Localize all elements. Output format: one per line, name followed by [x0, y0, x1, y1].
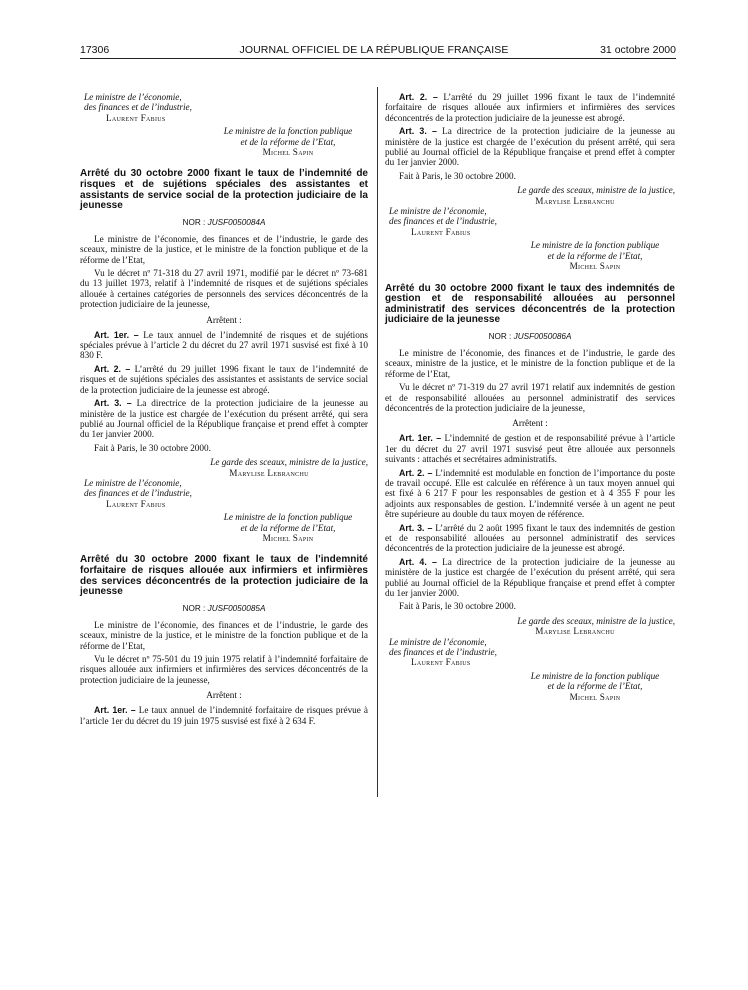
- signature-fonction-publique: Le ministre de la fonction publique et de la réforme de l’Etat, Michel Sapin: [530, 240, 660, 272]
- signature-economie: Le ministre de l’économie, des finances et de l’industrie, Laurent Fabius: [389, 636, 497, 668]
- article: Art. 4. – La directrice de la protection judiciaire de la jeunesse au ministère de la justice est chargée de l’exécution du présent arrêté, qui sera publié au Journal officiel de la République française et prend effet à compter du 1er janvier 2000.: [385, 556, 675, 598]
- article: Art. 3. – L’arrêté du 2 août 1995 fixant le taux des indemnités de gestion et de responsabilité allouées au personnel administratif des services déconcentrés de la protection judiciaire de la jeunesse est abrogé.: [385, 522, 675, 554]
- arretent: Arrêtent :: [206, 690, 242, 701]
- nor-reference: NOR : JUSF0050086A: [488, 331, 572, 341]
- article: Art. 2. – L’arrêté du 29 juillet 1996 fixant le taux de l’indemnité forfaitaire de risques allouée aux infirmiers et infirmières des services déconcentrés de la protection judiciaire de la jeunesse est abrogé.: [385, 92, 675, 123]
- issue-date: 31 octobre 2000: [600, 44, 676, 56]
- arretent: Arrêtent :: [206, 314, 242, 325]
- signature-economie: Le ministre de l’économie, des finances et de l’industrie, Laurent Fabius: [84, 92, 192, 123]
- arrete-title: Arrêté du 30 octobre 2000 fixant le taux de l’indemnité de risques et de sujétions spéciales des assistantes et assistants de service social de la protection judiciaire de la jeunesse: [80, 168, 368, 212]
- column-divider: [377, 87, 378, 797]
- arrete-title: Arrêté du 30 octobre 2000 fixant le taux des indemnités de gestion et de responsabilité allouées au personnel administratif des services déconcentrés de la protection judiciaire de la jeunesse: [385, 282, 675, 326]
- article: Art. 1er. – Le taux annuel de l’indemnité de risques et de sujétions spéciales prévue à l’article 2 du décret du 27 avril 1971 susvisé est fixé à 10 830 F.: [80, 329, 368, 361]
- article: Art. 1er. – L’indemnité de gestion et de responsabilité prévue à l’article 1er du décret du 27 avril 1971 susvisé peut être allouée aux personnels suivants : attachés et secrétaires administratifs.: [385, 433, 675, 465]
- nor-reference: NOR : JUSF0050084A: [182, 217, 266, 227]
- signature-garde-des-sceaux: Le garde des sceaux, ministre de la justice, Marylise Lebranchu: [517, 615, 675, 637]
- page-number: 17306: [80, 44, 110, 56]
- fait-a-paris: Fait à Paris, le 30 octobre 2000.: [399, 601, 516, 612]
- visa: Vu le décret nº 75-501 du 19 juin 1975 relatif à l’indemnité forfaitaire de risques allouée aux infirmiers et infirmières des services déconcentrés de la protection judiciaire de la jeunesse,: [80, 653, 368, 685]
- signature-fonction-publique: Le ministre de la fonction publique et de la réforme de l’Etat, Michel Sapin: [223, 126, 353, 158]
- signature-fonction-publique: Le ministre de la fonction publique et de la réforme de l’Etat, Michel Sapin: [223, 512, 353, 543]
- article: Art. 3. – La directrice de la protection judiciaire de la jeunesse au ministère de la justice est chargée de l’exécution du présent arrêté, qui sera publié au Journal officiel de la République française et prend effet à compter du 1er janvier 2000.: [80, 398, 368, 440]
- article: Art. 2. – L’arrêté du 29 juillet 1996 fixant le taux de l’indemnité de risques et de sujétions spéciales des assistantes et assistants de service social de la protection judiciaire de la jeunesse est abrogé.: [80, 363, 368, 395]
- fait-a-paris: Fait à Paris, le 30 octobre 2000.: [399, 170, 516, 181]
- article: Art. 1er. – Le taux annuel de l’indemnité forfaitaire de risques prévue à l’article 1er du décret du 19 juin 1975 susvisé est fixé à 2 634 F.: [80, 705, 368, 726]
- right-column: [385, 92, 675, 702]
- arretent: Arrêtent :: [512, 418, 548, 429]
- signature-garde-des-sceaux: Le garde des sceaux, ministre de la justice, Marylise Lebranchu: [210, 457, 368, 478]
- preamble: Le ministre de l’économie, des finances et de l’industrie, le garde des sceaux, ministre de la justice, et le ministre de la fonction publique et de la réforme de l’Etat,: [385, 347, 675, 379]
- visa: Vu le décret nº 71-318 du 27 avril 1971, modifié par le décret nº 73-681 du 13 juillet 1973, relatif à l’indemnité de risques et de sujétions spéciales allouée à certaines catégories de personnels des services déconcentrés de la protection judiciaire de la jeunesse,: [80, 268, 368, 310]
- nor-reference: NOR : JUSF0050085A: [182, 603, 266, 613]
- signature-economie: Le ministre de l’économie, des finances et de l’industrie, Laurent Fabius: [84, 477, 192, 509]
- header-rule: [80, 58, 676, 59]
- visa: Vu le décret nº 71-319 du 27 avril 1971 relatif aux indemnités de gestion et de responsabilité allouées au personnel administratif des services déconcentrés de la protection judiciaire de la jeunesse,: [385, 382, 675, 413]
- fait-a-paris: Fait à Paris, le 30 octobre 2000.: [94, 442, 211, 453]
- signature-fonction-publique: Le ministre de la fonction publique et de la réforme de l’Etat, Michel Sapin: [530, 670, 660, 702]
- signature-garde-des-sceaux: Le garde des sceaux, ministre de la justice, Marylise Lebranchu: [517, 185, 675, 206]
- article: Art. 2. – L’indemnité est modulable en fonction de l’importance du poste de travail occupé. Elle est calculée en référence à un taux moyen annuel qui est fixé à 6 217 F pour les responsables de gestion et à 4 355 F pour les adjoints aux responsables de gestion. L’indemnité versée à un agent ne peut être supérieure au double du taux moyen de référence.: [385, 467, 675, 520]
- preamble: Le ministre de l’économie, des finances et de l’industrie, le garde des sceaux, ministre de la justice, et le ministre de la fonction publique et de la réforme de l’Etat,: [80, 619, 368, 651]
- article: Art. 3. – La directrice de la protection judiciaire de la jeunesse au ministère de la justice est chargée de l’exécution du présent arrêté, qui sera publié au Journal officiel de la République française et prend effet à compter du 1er janvier 2000.: [385, 126, 675, 168]
- left-column: [80, 92, 368, 729]
- arrete-title: Arrêté du 30 octobre 2000 fixant le taux de l’indemnité forfaitaire de risques allouée aux infirmiers et infirmières des services déconcentrés de la protection judiciaire de la jeunesse: [80, 554, 368, 598]
- signature-economie: Le ministre de l’économie, des finances et de l’industrie, Laurent Fabius: [389, 206, 497, 237]
- preamble: Le ministre de l’économie, des finances et de l’industrie, le garde des sceaux, ministre de la justice, et le ministre de la fonction publique et de la réforme de l’Etat,: [80, 233, 368, 265]
- journal-title: JOURNAL OFFICIEL DE LA RÉPUBLIQUE FRANÇAISE: [239, 44, 509, 56]
